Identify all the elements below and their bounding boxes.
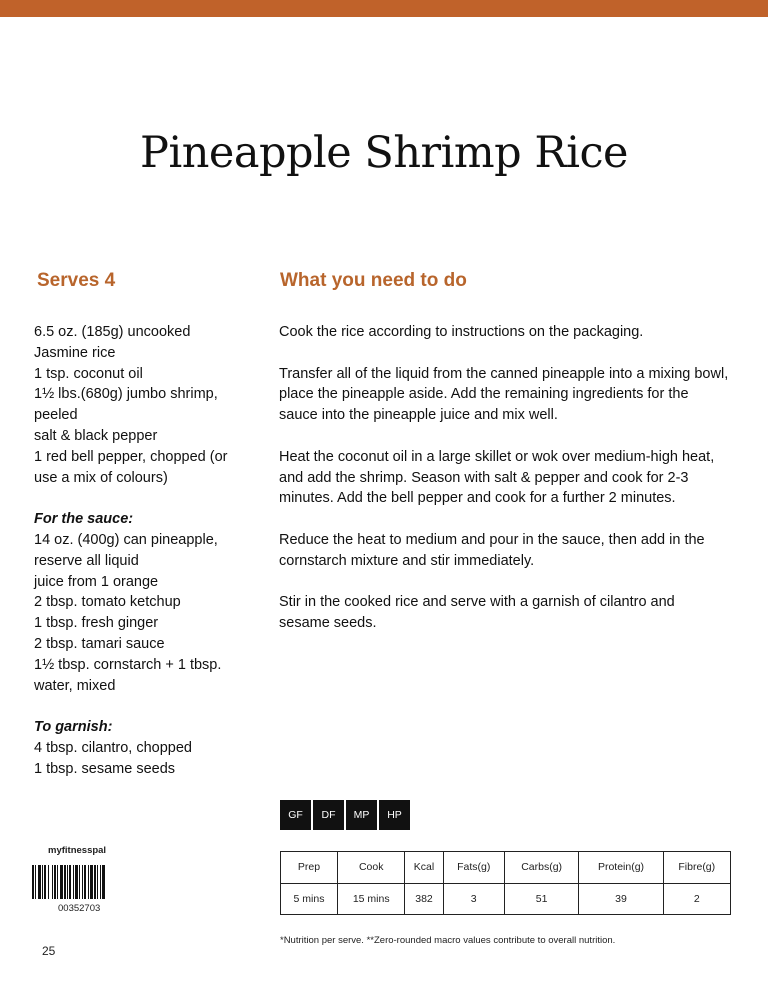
ingredient-line: Jasmine rice (34, 344, 116, 361)
diet-tag-gf: GF (280, 800, 311, 830)
barcode-number: 00352703 (58, 903, 101, 914)
ingredient-line: 1 tbsp. sesame seeds (34, 760, 176, 777)
nutrition-value-cell: 5 mins (281, 883, 338, 915)
ingredient-line: 1 tsp. coconut oil (34, 365, 143, 382)
ingredient-line: 1½ tbsp. cornstarch + 1 tbsp. (34, 656, 222, 673)
nutrition-header-cell: Kcal (405, 852, 443, 884)
garnish-subheading: To garnish: (34, 719, 113, 736)
step-paragraph: Transfer all of the liquid from the canned pineapple into a mixing bowl, place the pineapple aside. Add the remaining ingredients for the sauce into the pineapple juice and mix well. (279, 365, 729, 424)
step-paragraph: Reduce the heat to medium and pour in the sauce, then add in the cornstarch mixture and stir immediately. (279, 531, 705, 569)
ingredient-line: salt & black pepper (34, 427, 158, 444)
nutrition-header-cell: Carbs(g) (504, 852, 579, 884)
ingredient-line: 1½ lbs.(680g) jumbo shrimp, (34, 386, 218, 403)
serves-heading: Serves 4 (37, 270, 116, 291)
nutrition-header-cell: Fibre(g) (663, 852, 730, 884)
nutrition-value-cell: 15 mins (338, 883, 405, 915)
nutrition-value-row (281, 883, 731, 915)
nutrition-footnote: *Nutrition per serve. **Zero-rounded macro values contribute to overall nutrition. (280, 935, 616, 946)
ingredient-line: 1 red bell pepper, chopped (or (34, 448, 228, 465)
page-number: 25 (42, 944, 56, 958)
ingredient-line: 6.5 oz. (185g) uncooked (34, 324, 191, 340)
ingredient-line: use a mix of colours) (34, 469, 168, 486)
diet-tag-hp: HP (379, 800, 410, 830)
steps-list (279, 322, 729, 655)
ingredient-line: 2 tbsp. tomato ketchup (34, 594, 181, 611)
recipe-title: Pineapple Shrimp Rice (140, 128, 628, 178)
steps-heading: What you need to do (280, 270, 467, 291)
nutrition-header-cell: Protein(g) (579, 852, 663, 884)
ingredient-line: 2 tbsp. tamari sauce (34, 635, 165, 652)
ingredient-line: 14 oz. (400g) can pineapple, (34, 531, 218, 548)
nutrition-value-cell: 3 (443, 883, 504, 915)
diet-tag-mp: MP (346, 800, 377, 830)
nutrition-header-cell: Prep (281, 852, 338, 884)
nutrition-value-cell: 51 (504, 883, 579, 915)
nutrition-header-row (281, 852, 731, 884)
barcode-icon (32, 865, 132, 899)
ingredient-line: 1 tbsp. fresh ginger (34, 615, 159, 632)
step-paragraph: Stir in the cooked rice and serve with a garnish of cilantro and sesame seeds. (279, 594, 675, 632)
myfitnesspal-label: myfitnesspal (48, 845, 107, 856)
ingredient-line: peeled (34, 407, 78, 424)
ingredient-line: reserve all liquid (34, 552, 139, 569)
step-paragraph: Cook the rice according to instructions on the packaging. (279, 324, 644, 340)
nutrition-header-cell: Cook (338, 852, 405, 884)
diet-tags (280, 800, 410, 830)
ingredient-line: 4 tbsp. cilantro, chopped (34, 739, 192, 756)
ingredients-list (34, 322, 264, 780)
step-paragraph: Heat the coconut oil in a large skillet or wok over medium-high heat, and add the shrimp. Season with salt & pepper and cook for 2-3 minutes. Add the bell pepper and cook for a further 2 minutes. (279, 448, 715, 507)
ingredient-line: juice from 1 orange (34, 573, 159, 590)
nutrition-table (280, 851, 731, 915)
nutrition-header-cell: Fats(g) (443, 852, 504, 884)
diet-tag-df: DF (313, 800, 344, 830)
nutrition-value-cell: 382 (405, 883, 443, 915)
nutrition-value-cell: 39 (579, 883, 663, 915)
top-accent-bar (0, 0, 768, 17)
ingredient-line: water, mixed (34, 677, 116, 694)
sauce-subheading: For the sauce: (34, 511, 134, 528)
nutrition-value-cell: 2 (663, 883, 730, 915)
